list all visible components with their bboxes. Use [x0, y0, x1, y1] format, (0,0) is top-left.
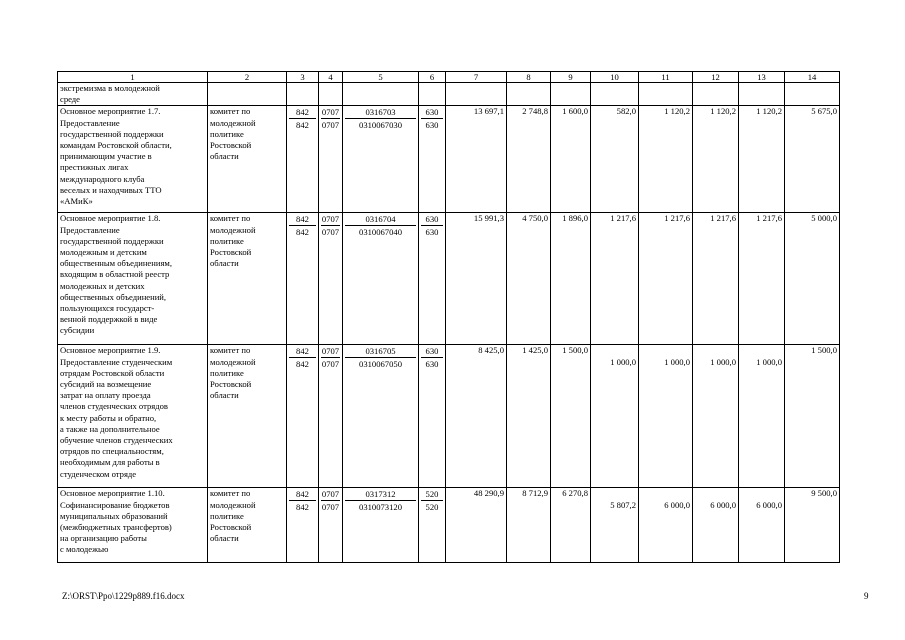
- gr-code: 842 842: [287, 106, 319, 213]
- measure-name: Основное мероприятие 1.9. Предоставление студенческим отрядам Ростовской области субсидий на возмещение затрат на оплату проезда членов студенческих отрядов к месту работы и обратно, а также на дополнительное обучение членов студенческих отрядов по специальностям, необходимым для работы в студенческом отряде: [58, 345, 208, 488]
- year-value: 1 500,0: [785, 345, 840, 488]
- table-row: [58, 213, 840, 345]
- col-header-13: 13: [739, 72, 785, 83]
- expense-code: 630 630: [419, 213, 446, 345]
- section-code: 0707 0707: [319, 213, 343, 345]
- total-value: 15 991,3: [446, 213, 507, 345]
- responsible-org: комитет по молодежной политике Ростовской области: [208, 213, 287, 345]
- year-value: 1 217,6: [639, 213, 693, 345]
- target-code: 0316703 0310067030: [343, 106, 419, 213]
- continuation-text: экстремизма в молодежной среде: [58, 83, 208, 106]
- year-value: 6 270,8: [551, 488, 591, 563]
- measure-name: Основное мероприятие 1.7. Предоставление государственной поддержки командам Ростовской области, принимающим участие в престижных лигах международного клуба веселых и находчивых ТТО «АМиК»: [58, 106, 208, 213]
- table-row: [58, 488, 840, 563]
- target-code: 0316705 0310067050: [343, 345, 419, 488]
- table-row: [58, 345, 840, 488]
- expense-code: 520 520: [419, 488, 446, 563]
- expense-code: 630 630: [419, 345, 446, 488]
- col-header-1: 1: [58, 72, 208, 83]
- year-value: 1 500,0: [551, 345, 591, 488]
- year-value: 6 000,0: [693, 488, 739, 563]
- col-header-5: 5: [343, 72, 419, 83]
- gr-code: 842 842: [287, 488, 319, 563]
- year-value: 4 750,0: [507, 213, 551, 345]
- column-number-row: [58, 72, 840, 83]
- col-header-6: 6: [419, 72, 446, 83]
- gr-code: 842 842: [287, 213, 319, 345]
- year-value: 1 217,6: [591, 213, 639, 345]
- year-value: 1 217,6: [739, 213, 785, 345]
- col-header-4: 4: [319, 72, 343, 83]
- year-value: 5 675,0: [785, 106, 840, 213]
- year-value: 2 748,8: [507, 106, 551, 213]
- section-code: 0707 0707: [319, 488, 343, 563]
- target-code: 0317312 0310073120: [343, 488, 419, 563]
- year-value: 9 500,0: [785, 488, 840, 563]
- col-header-2: 2: [208, 72, 287, 83]
- year-value: 1 425,0: [507, 345, 551, 488]
- year-value: 6 000,0: [739, 488, 785, 563]
- year-value: 5 000,0: [785, 213, 840, 345]
- total-value: 8 425,0: [446, 345, 507, 488]
- year-value: 1 000,0: [693, 345, 739, 488]
- measure-name: Основное мероприятие 1.10. Софинансирование бюджетов муниципальных образований (межбюджетных трансфертов) на организацию работы с молодежью: [58, 488, 208, 563]
- total-value: 48 290,9: [446, 488, 507, 563]
- year-value: 1 896,0: [551, 213, 591, 345]
- year-value: 1 000,0: [591, 345, 639, 488]
- responsible-org: комитет по молодежной политике Ростовской области: [208, 106, 287, 213]
- total-value: 13 697,1: [446, 106, 507, 213]
- year-value: 582,0: [591, 106, 639, 213]
- budget-table: [57, 71, 840, 563]
- gr-code: 842 842: [287, 345, 319, 488]
- footer-file-path: Z:\ORST\Ppo\1229p889.f16.docx: [62, 591, 185, 601]
- year-value: 1 600,0: [551, 106, 591, 213]
- col-header-9: 9: [551, 72, 591, 83]
- page-number: 9: [864, 591, 869, 601]
- col-header-11: 11: [639, 72, 693, 83]
- continuation-row: [58, 83, 840, 106]
- table-row: [58, 106, 840, 213]
- year-value: 1 000,0: [639, 345, 693, 488]
- expense-code: 630 630: [419, 106, 446, 213]
- responsible-org: комитет по молодежной политике Ростовской области: [208, 488, 287, 563]
- year-value: 1 120,2: [639, 106, 693, 213]
- col-header-3: 3: [287, 72, 319, 83]
- year-value: 8 712,9: [507, 488, 551, 563]
- col-header-10: 10: [591, 72, 639, 83]
- year-value: 1 120,2: [693, 106, 739, 213]
- section-code: 0707 0707: [319, 345, 343, 488]
- year-value: 6 000,0: [639, 488, 693, 563]
- year-value: 1 120,2: [739, 106, 785, 213]
- target-code: 0316704 0310067040: [343, 213, 419, 345]
- col-header-14: 14: [785, 72, 840, 83]
- year-value: 1 217,6: [693, 213, 739, 345]
- col-header-7: 7: [446, 72, 507, 83]
- year-value: 5 807,2: [591, 488, 639, 563]
- measure-name: Основное мероприятие 1.8. Предоставление государственной поддержки молодежным и детским общественным объединениям, входящим в областной реестр молодежных и детских общественных объединений, пользующихся государст- венной поддержкой в виде субсидии: [58, 213, 208, 345]
- section-code: 0707 0707: [319, 106, 343, 213]
- col-header-12: 12: [693, 72, 739, 83]
- responsible-org: комитет по молодежной политике Ростовской области: [208, 345, 287, 488]
- year-value: 1 000,0: [739, 345, 785, 488]
- col-header-8: 8: [507, 72, 551, 83]
